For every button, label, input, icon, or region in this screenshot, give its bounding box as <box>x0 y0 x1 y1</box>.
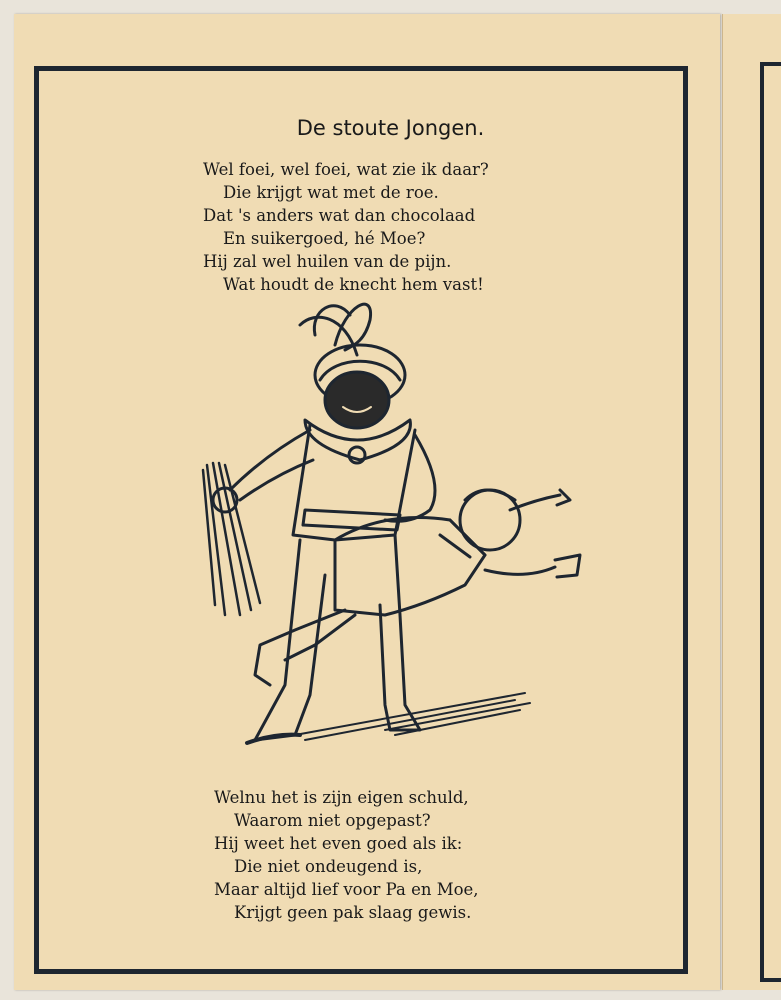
verse-line: Hij weet het even goed als ik: <box>214 834 463 853</box>
verse-line: Wel foei, wel foei, wat zie ik daar? <box>203 160 489 179</box>
spanking-illustration <box>185 285 595 755</box>
adjacent-page-border <box>760 62 781 982</box>
face <box>325 372 389 428</box>
birch-rod <box>203 463 260 615</box>
servant-legs <box>255 540 325 740</box>
verse-line: Krijgt geen pak slaag gewis. <box>234 903 472 922</box>
boy-arm-out <box>485 567 555 574</box>
verse-line: Wat houdt de knecht hem vast! <box>223 275 484 294</box>
verse-line: Die krijgt wat met de roe. <box>223 183 439 202</box>
verse-line: En suikergoed, hé Moe? <box>223 229 426 248</box>
verse-line: Welnu het is zijn eigen schuld, <box>214 788 469 807</box>
boy-arm-up <box>510 495 560 510</box>
stanza-one <box>203 158 489 296</box>
verse-line: Maar altijd lief voor Pa en Moe, <box>214 880 479 899</box>
stanza-two <box>214 786 479 924</box>
verse-line: Waarom niet opgepast? <box>234 811 431 830</box>
verse-line: Die niet ondeugend is, <box>234 857 423 876</box>
poem-title: De stoute Jongen. <box>296 116 485 140</box>
verse-line: Hij zal wel huilen van de pijn. <box>203 252 452 271</box>
feather <box>300 304 371 355</box>
verse-line: Dat 's anders wat dan chocolaad <box>203 206 476 225</box>
boy-legs <box>255 610 345 685</box>
